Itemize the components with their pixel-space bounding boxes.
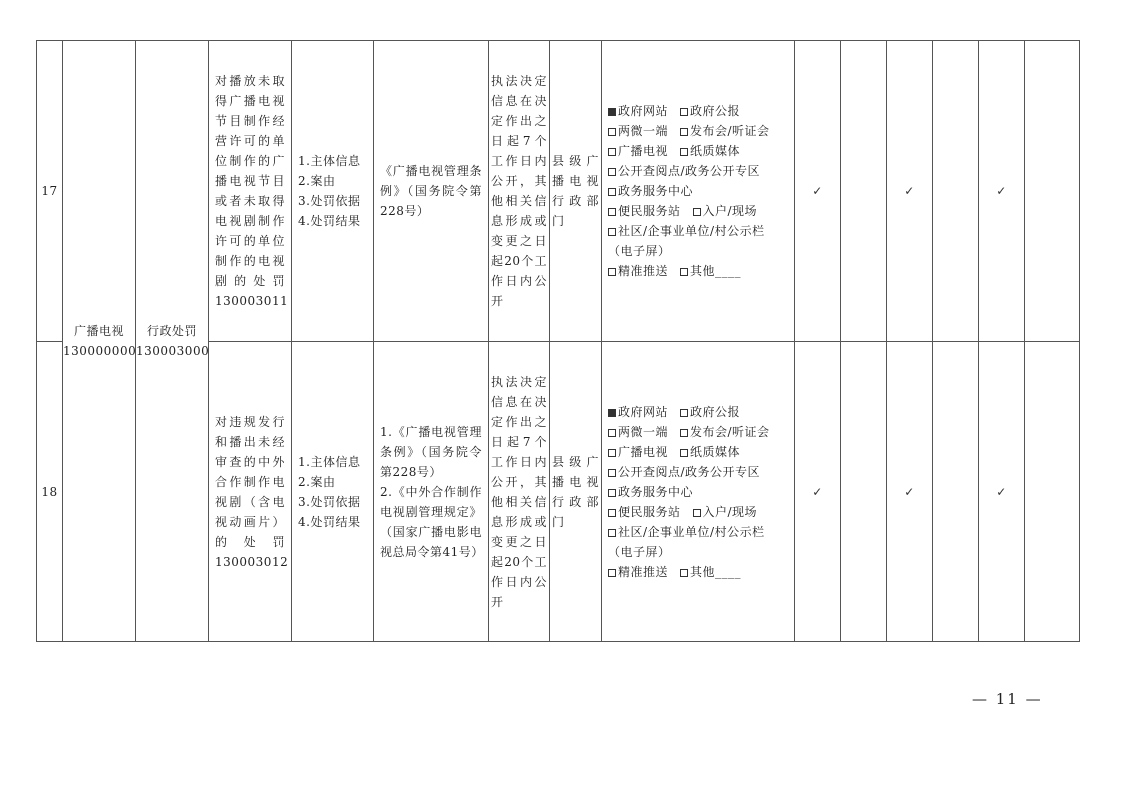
item-name: 对违规发行和播出未经审查的中外合作制作电视剧（含电视动画片）的处罚130003012	[209, 342, 292, 642]
table-row	[37, 41, 1080, 342]
checkbox-icon	[680, 429, 688, 437]
row-number: 18	[37, 342, 63, 642]
checkbox-icon	[680, 128, 688, 136]
legal-basis	[374, 342, 489, 642]
content-line: 2.案由	[298, 474, 336, 489]
basis-line: 2.《中外合作制作电视剧管理规定》（国家广播电影电视总局令第41号）	[380, 484, 484, 559]
checkbox-icon	[680, 409, 688, 417]
check-mark-icon: ✓	[795, 41, 841, 342]
check-mark-icon: ✓	[887, 342, 933, 642]
check-cell	[1025, 41, 1080, 342]
check-cell	[933, 342, 979, 642]
checkbox-icon	[608, 449, 616, 457]
checkbox-icon	[693, 208, 701, 216]
check-cell	[841, 342, 887, 642]
checkbox-icon	[608, 569, 616, 577]
checkbox-icon	[608, 489, 616, 497]
checkbox-icon	[680, 148, 688, 156]
subcategory-cell	[136, 41, 209, 642]
checkbox-icon	[680, 569, 688, 577]
content-line: 2.案由	[298, 174, 336, 188]
check-mark-icon: ✓	[979, 342, 1025, 642]
basis-line: 《广播电视管理条例》（国务院令第228号）	[380, 164, 482, 218]
checkbox-icon	[608, 228, 616, 236]
basis-line: 1.《广播电视管理条例》（国务院令第228号）	[380, 424, 482, 479]
page-number: — 11 —	[972, 690, 1043, 708]
legal-basis	[374, 41, 489, 342]
time-limit: 执法决定信息在决定作出之日起7个工作日内公开，其他相关信息形成或变更之日起20个工作日内公开	[489, 41, 550, 342]
check-mark-icon: ✓	[795, 342, 841, 642]
checked-box-icon	[608, 409, 616, 417]
time-limit: 执法决定信息在决定作出之日起7个工作日内公开，其他相关信息形成或变更之日起20个工作日内公开	[489, 342, 550, 642]
disclosure-content	[292, 41, 374, 342]
content-line: 4.处罚结果	[298, 214, 361, 228]
item-name: 对播放未取得广播电视节目制作经营许可的单位制作的广播电视节目或者未取得电视剧制作许可的单位制作的电视剧的处罚130003011	[209, 41, 292, 342]
subcategory-name: 行政处罚	[146, 324, 197, 338]
content-line: 3.处罚依据	[298, 494, 361, 509]
check-cell	[841, 41, 887, 342]
checkbox-icon	[608, 469, 616, 477]
checkbox-icon	[608, 188, 616, 196]
check-mark-icon: ✓	[979, 41, 1025, 342]
disclosure-table	[36, 40, 1080, 642]
category-cell	[63, 41, 136, 642]
category-name: 广播电视	[73, 324, 124, 338]
row-number: 17	[37, 41, 63, 342]
subcategory-code: 130003000	[136, 344, 210, 358]
checkbox-icon	[680, 268, 688, 276]
disclosure-subject: 县级广播电视行政部门	[550, 41, 602, 342]
check-cell	[1025, 342, 1080, 642]
checkbox-icon	[608, 168, 616, 176]
checkbox-icon	[693, 509, 701, 517]
check-cell	[933, 41, 979, 342]
disclosure-channels: 政府网站 政府公报 两微一端 发布会/听证会 广播电视 纸质媒体 公开查阅点/政务公开专区 政务服务中心 便民服务站 入户/现场 社区/企事业单位/村公示栏 （电子屏） 精准推送 其他____	[602, 342, 795, 642]
checkbox-icon	[608, 208, 616, 216]
checked-box-icon	[608, 108, 616, 116]
content-line: 3.处罚依据	[298, 194, 361, 208]
checkbox-icon	[680, 449, 688, 457]
content-line: 4.处罚结果	[298, 514, 361, 529]
category-code: 130000000	[63, 344, 137, 358]
checkbox-icon	[608, 128, 616, 136]
checkbox-icon	[608, 529, 616, 537]
check-mark-icon: ✓	[887, 41, 933, 342]
disclosure-subject: 县级广播电视行政部门	[550, 342, 602, 642]
checkbox-icon	[608, 148, 616, 156]
checkbox-icon	[608, 429, 616, 437]
disclosure-content	[292, 342, 374, 642]
checkbox-icon	[680, 108, 688, 116]
checkbox-icon	[608, 509, 616, 517]
content-line: 1.主体信息	[298, 154, 361, 168]
disclosure-channels: 政府网站 政府公报 两微一端 发布会/听证会 广播电视 纸质媒体 公开查阅点/政务公开专区 政务服务中心 便民服务站 入户/现场 社区/企事业单位/村公示栏 （电子屏） 精准推送 其他____	[602, 41, 795, 342]
checkbox-icon	[608, 268, 616, 276]
content-line: 1.主体信息	[298, 454, 361, 469]
